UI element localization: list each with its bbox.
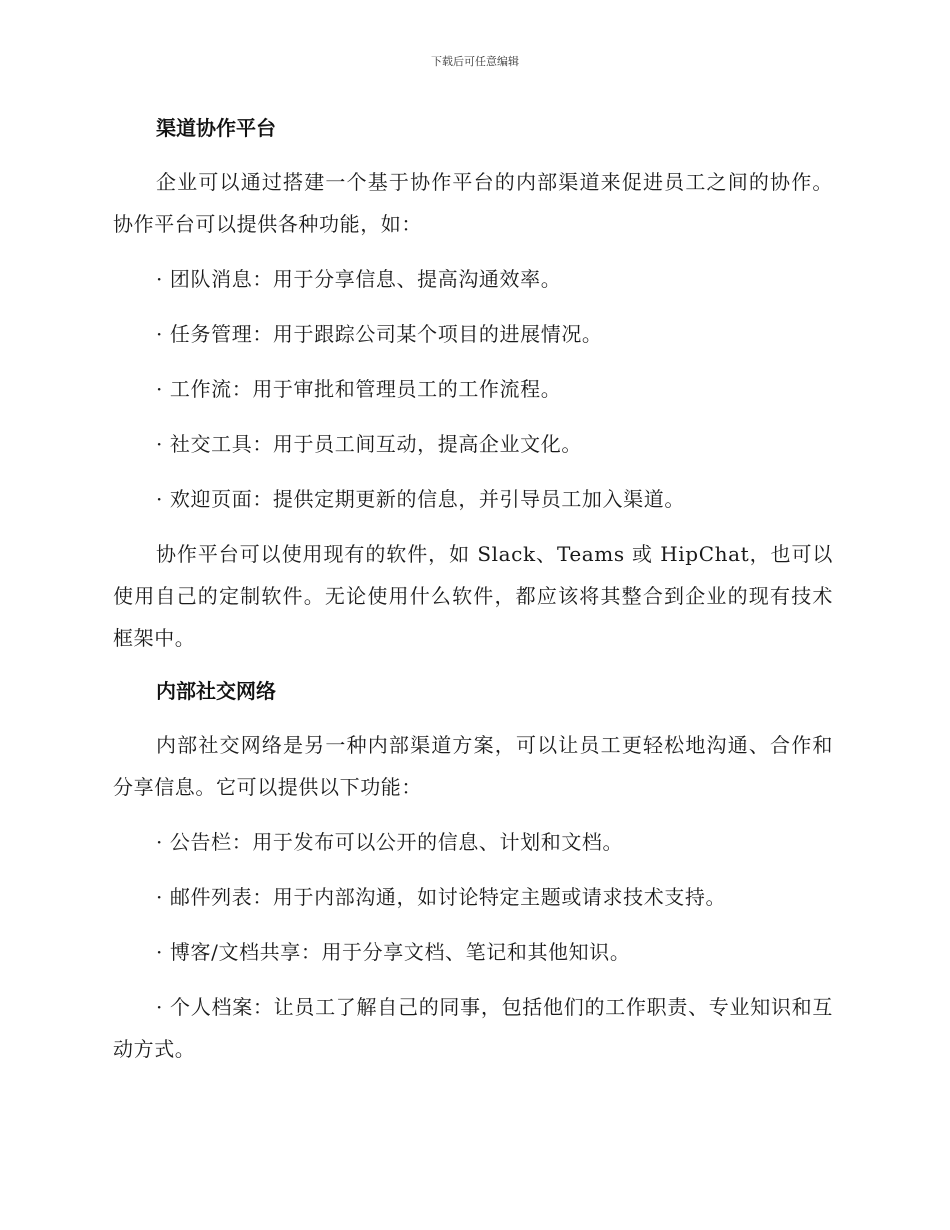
bullet-item: · 任务管理：用于跟踪公司某个项目的进展情况。 xyxy=(156,322,603,346)
bullet-item: · 欢迎页面：提供定期更新的信息，并引导员工加入渠道。 xyxy=(156,487,685,511)
section-heading: 内部社交网络 xyxy=(156,679,276,703)
section-heading: 渠道协作平台 xyxy=(156,116,276,140)
bullet-item: · 个人档案：让员工了解自己的同事，包括他们的工作职责、专业知识和互动方式。 xyxy=(113,995,833,1061)
bullet-item: · 博客/文档共享：用于分享文档、笔记和其他知识。 xyxy=(156,940,631,964)
bullet-item: · 团队消息：用于分享信息、提高沟通效率。 xyxy=(156,267,562,291)
paragraph: 内部社交网络是另一种内部渠道方案，可以让员工更轻松地沟通、合作和分享信息。它可以提供以下功能： xyxy=(113,733,833,799)
bullet-item: · 邮件列表：用于内部沟通，如讨论特定主题或请求技术支持。 xyxy=(156,885,727,909)
bullet-item: · 工作流：用于审批和管理员工的工作流程。 xyxy=(156,377,562,401)
paragraph: 企业可以通过搭建一个基于协作平台的内部渠道来促进员工之间的协作。协作平台可以提供各种功能，如： xyxy=(113,170,833,236)
bullet-item: · 社交工具：用于员工间互动，提高企业文化。 xyxy=(156,432,582,456)
paragraph: 协作平台可以使用现有的软件，如 Slack、Teams 或 HipChat，也可以使用自己的定制软件。无论使用什么软件，都应该将其整合到企业的现有技术框架中。 xyxy=(113,542,833,650)
bullet-item: · 公告栏：用于发布可以公开的信息、计划和文档。 xyxy=(156,830,624,854)
document-body xyxy=(113,108,833,1070)
page-header: 下载后可任意编辑 xyxy=(431,55,519,68)
